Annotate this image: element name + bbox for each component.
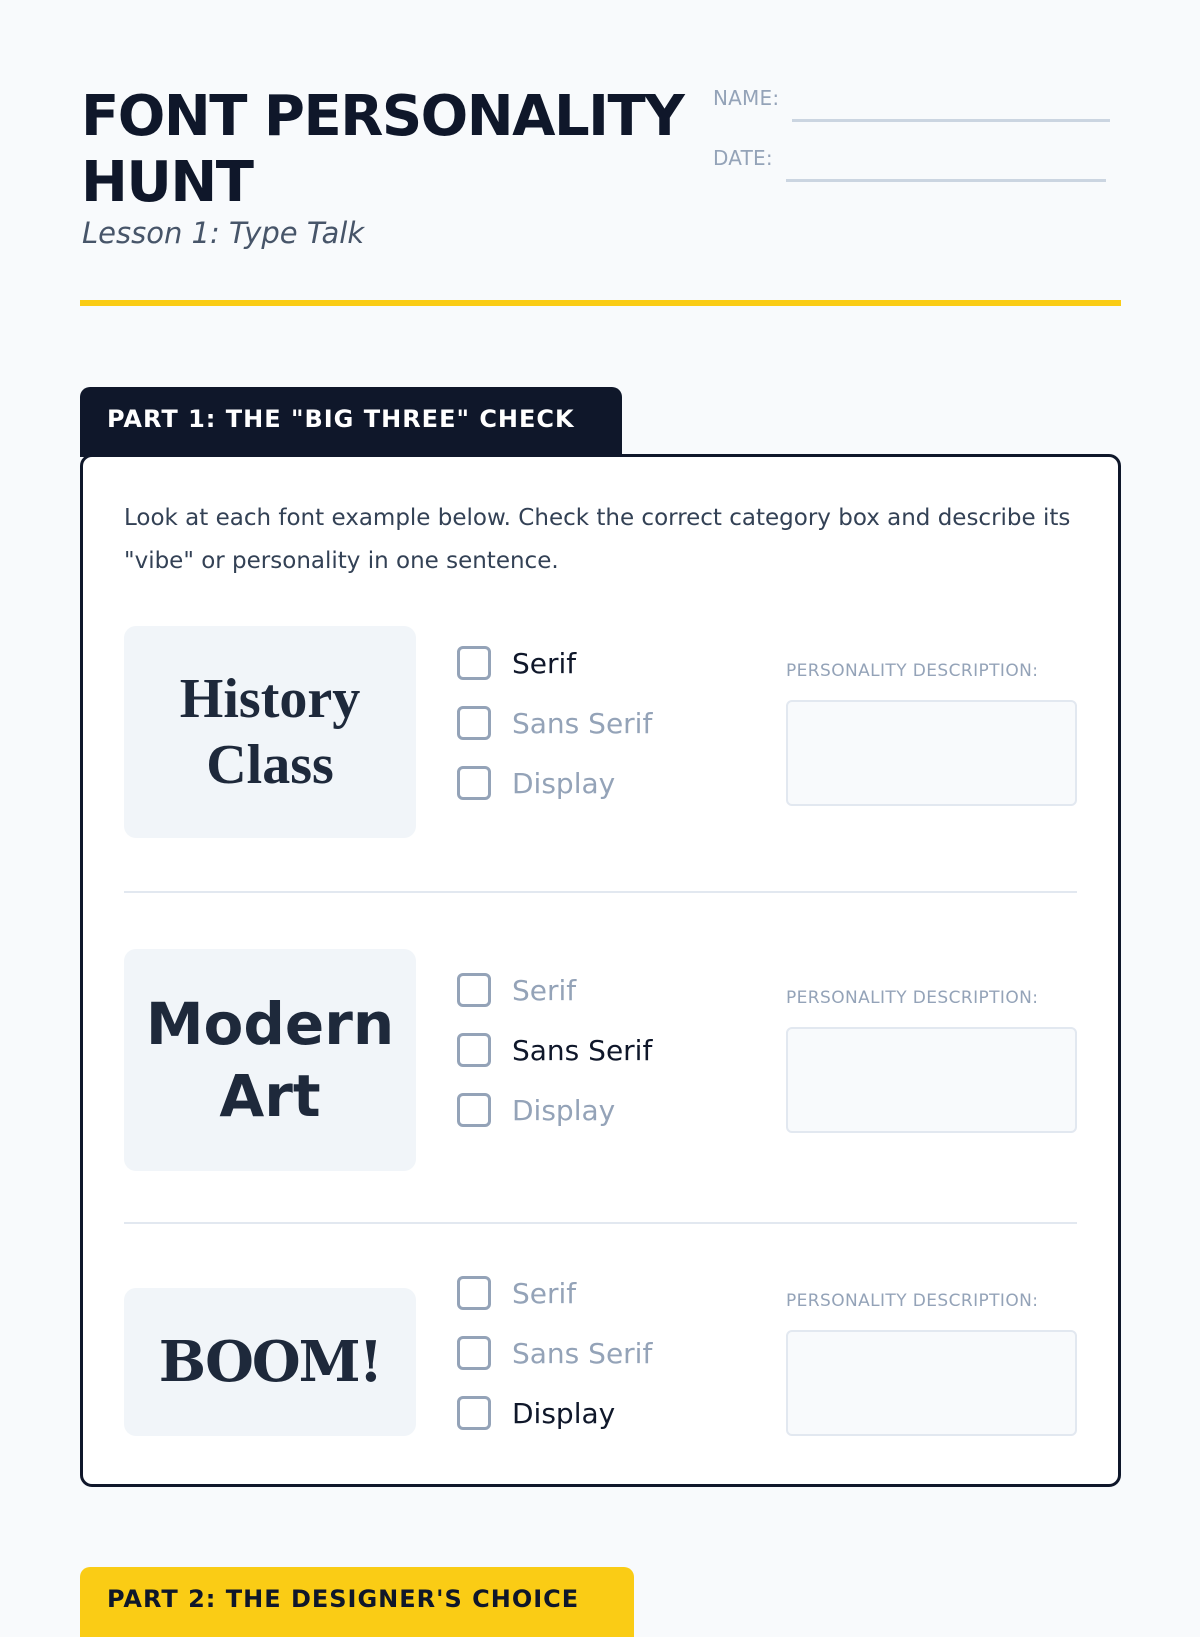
part1-card [80, 454, 1121, 1487]
worksheet-title: FONT PERSONALITY HUNT [81, 84, 684, 215]
item-divider [124, 1222, 1077, 1224]
date-input-line[interactable] [786, 179, 1106, 182]
option-label: Display [512, 1396, 616, 1430]
option-display[interactable] [457, 1383, 687, 1443]
option-label: Display [512, 1093, 616, 1127]
option-serif[interactable] [457, 960, 687, 1020]
serif-checkbox[interactable] [457, 973, 491, 1007]
name-label: NAME: [713, 86, 780, 110]
font-sample-serif: History Class [124, 626, 416, 838]
personality-description-field[interactable] [786, 1027, 1077, 1133]
option-label: Sans Serif [512, 1033, 653, 1067]
display-checkbox[interactable] [457, 1093, 491, 1127]
serif-checkbox[interactable] [457, 646, 491, 680]
sans-serif-checkbox[interactable] [457, 706, 491, 740]
date-label: DATE: [713, 146, 773, 170]
sans-serif-checkbox[interactable] [457, 1033, 491, 1067]
display-checkbox[interactable] [457, 766, 491, 800]
lesson-subtitle: Lesson 1: Type Talk [82, 216, 365, 250]
personality-description-field[interactable] [786, 700, 1077, 806]
option-display[interactable] [457, 1080, 687, 1140]
category-options [457, 633, 687, 813]
option-label: Serif [512, 1276, 577, 1310]
option-sans-serif[interactable] [457, 1323, 687, 1383]
display-checkbox[interactable] [457, 1396, 491, 1430]
option-serif[interactable] [457, 633, 687, 693]
serif-checkbox[interactable] [457, 1276, 491, 1310]
category-options [457, 1263, 687, 1443]
option-display[interactable] [457, 753, 687, 813]
option-label: Serif [512, 973, 577, 1007]
part1-heading: PART 1: THE "BIG THREE" CHECK [80, 387, 622, 457]
personality-description-label: PERSONALITY DESCRIPTION: [786, 988, 1039, 1008]
option-sans-serif[interactable] [457, 693, 687, 753]
option-label: Serif [512, 646, 577, 680]
name-input-line[interactable] [792, 119, 1110, 122]
option-serif[interactable] [457, 1263, 687, 1323]
personality-description-label: PERSONALITY DESCRIPTION: [786, 1291, 1039, 1311]
personality-description-field[interactable] [786, 1330, 1077, 1436]
font-sample-display: BOOM! [124, 1288, 416, 1436]
option-label: Sans Serif [512, 1336, 653, 1370]
option-label: Sans Serif [512, 706, 653, 740]
font-sample-sans-serif: Modern Art [124, 949, 416, 1171]
option-sans-serif[interactable] [457, 1020, 687, 1080]
date-field[interactable] [713, 146, 1106, 170]
personality-description-label: PERSONALITY DESCRIPTION: [786, 661, 1039, 681]
part1-instructions: Look at each font example below. Check the correct category box and describe its "vibe" or personality in one sentence. [124, 505, 1071, 574]
category-options [457, 960, 687, 1140]
option-label: Display [512, 766, 616, 800]
item-divider [124, 891, 1077, 893]
name-field[interactable] [713, 86, 1110, 110]
part2-heading: PART 2: THE DESIGNER'S CHOICE [80, 1567, 634, 1637]
sans-serif-checkbox[interactable] [457, 1336, 491, 1370]
header-divider [80, 300, 1121, 306]
